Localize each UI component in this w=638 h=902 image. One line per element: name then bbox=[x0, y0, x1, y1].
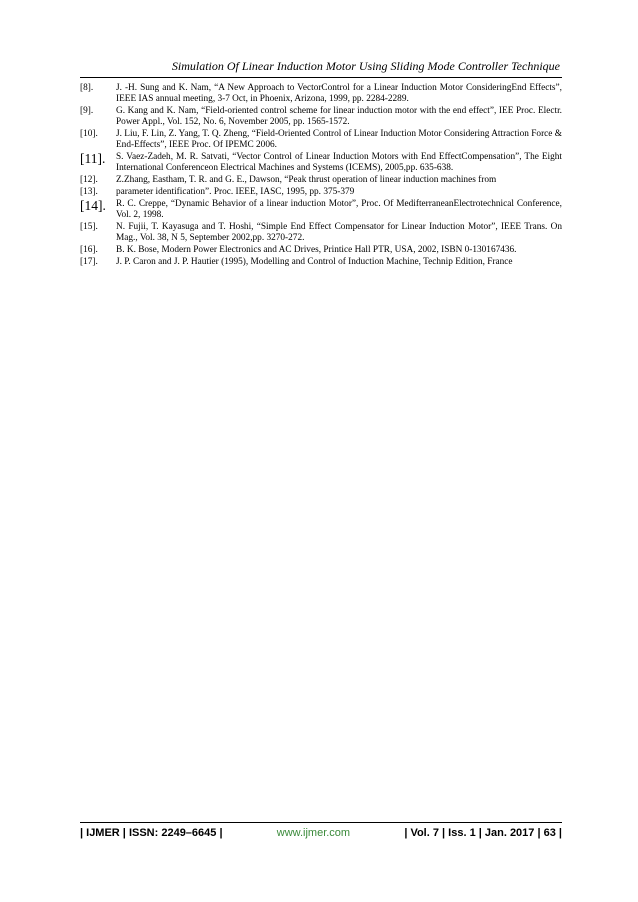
reference-number: [11]. bbox=[80, 151, 106, 166]
reference-item bbox=[80, 175, 562, 186]
reference-number: [9]. bbox=[80, 106, 94, 116]
footer-issue-info: | Vol. 7 | Iss. 1 | Jan. 2017 | 63 | bbox=[404, 827, 562, 839]
reference-number: [8]. bbox=[80, 83, 94, 93]
footer-url-link[interactable]: www.ijmer.com bbox=[276, 827, 351, 839]
reference-item bbox=[80, 245, 562, 256]
footer-divider bbox=[80, 822, 562, 823]
reference-item bbox=[80, 187, 562, 198]
reference-text: Z.Zhang, Eastham, T. R. and G. E., Dawson, “Peak thrust operation of linear induction machines from bbox=[116, 175, 497, 185]
reference-item bbox=[80, 129, 562, 151]
running-header: Simulation Of Linear Induction Motor Using Sliding Mode Controller Technique bbox=[171, 59, 560, 73]
reference-text: parameter identification”. Proc. IEEE, IASC, 1995, pp. 375-379 bbox=[116, 187, 355, 197]
reference-item bbox=[80, 257, 562, 268]
footer-journal-info: | IJMER | ISSN: 2249–6645 | bbox=[80, 827, 223, 839]
reference-text: G. Kang and K. Nam, “Field-oriented control scheme for linear induction motor with the end effect”, IEE Proc. Electr. Power Appl., Vol. 152, No. 6, November 2005, pp. 1565-1572. bbox=[116, 106, 562, 127]
reference-item bbox=[80, 222, 562, 244]
header-divider bbox=[80, 77, 562, 78]
reference-text: J. Liu, F. Lin, Z. Yang, T. Q. Zheng, “Field-Oriented Control of Linear Induction Motor Considering Attraction Force & End-Effects”, IEEE Proc. Of IPEMC 2006. bbox=[116, 129, 562, 150]
reference-item bbox=[80, 199, 562, 221]
reference-list bbox=[80, 83, 562, 269]
reference-text: R. C. Creppe, “Dynamic Behavior of a linear induction Motor”, Proc. Of MedifterraneanElectrotechnical Conference, Vol. 2, 1998. bbox=[116, 199, 562, 220]
reference-text: J. -H. Sung and K. Nam, “A New Approach to VectorControl for a Linear Induction Motor ConsideringEnd Effects”, IEEE IAS annual meeting, 3-7 Oct, in Phoenix, Arizona, 1999, pp. 2284-2289. bbox=[116, 83, 562, 104]
reference-item bbox=[80, 106, 562, 128]
reference-item bbox=[80, 152, 562, 174]
reference-number: [14]. bbox=[80, 198, 106, 213]
reference-number: [16]. bbox=[80, 245, 98, 255]
reference-number: [13]. bbox=[80, 187, 98, 197]
reference-text: J. P. Caron and J. P. Hautier (1995), Modelling and Control of Induction Machine, Technip Edition, France bbox=[116, 257, 513, 267]
reference-text: S. Vaez-Zadeh, M. R. Satvati, “Vector Control of Linear Induction Motors with End EffectCompensation”, The Eight International Conferenceon Electrical Machines and Systems (ICEMS), 2005,pp. 635-638. bbox=[116, 152, 562, 173]
reference-number: [12]. bbox=[80, 175, 98, 185]
reference-number: [15]. bbox=[80, 222, 98, 232]
reference-number: [10]. bbox=[80, 129, 98, 139]
reference-item bbox=[80, 83, 562, 105]
page-footer bbox=[80, 827, 562, 839]
reference-text: N. Fujii, T. Kayasuga and T. Hoshi, “Simple End Effect Compensator for Linear Induction Motor”, IEEE Trans. On Mag., Vol. 38, N 5, September 2002,pp. 3270-272. bbox=[116, 222, 562, 243]
reference-text: B. K. Bose, Modern Power Electronics and AC Drives, Printice Hall PTR, USA, 2002, ISBN 0-130167436. bbox=[116, 245, 517, 255]
reference-number: [17]. bbox=[80, 257, 98, 267]
